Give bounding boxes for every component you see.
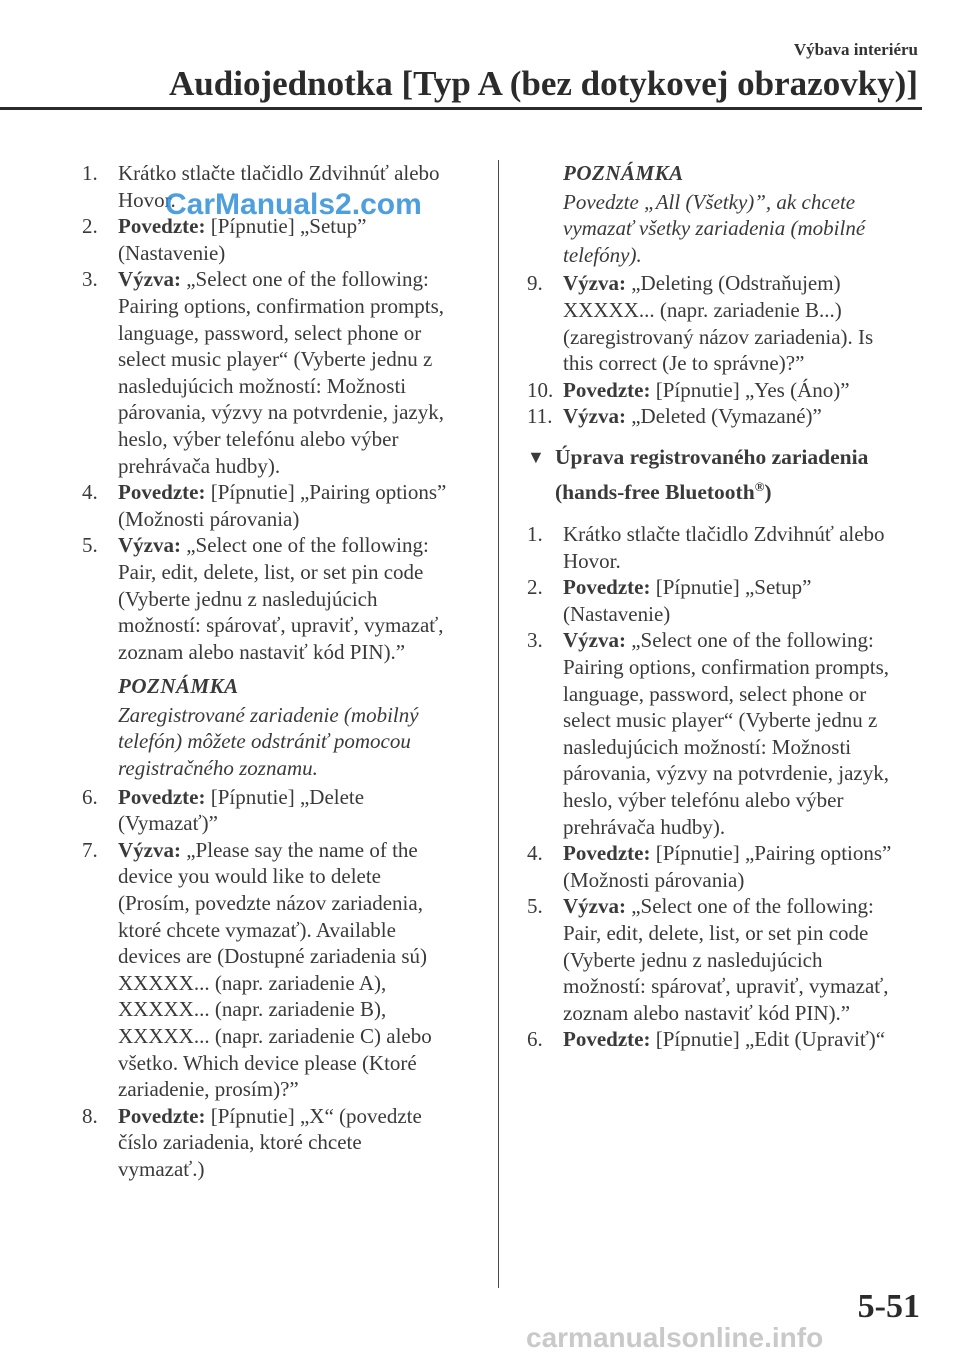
step-text: this correct (Je to správne)?”: [563, 351, 805, 376]
step-label: Výzva:: [563, 628, 626, 653]
step-line: [118, 837, 472, 864]
step-text: „Deleted (Vymazané)”: [625, 404, 822, 429]
step-text: „Deleting (Odstraňujem): [625, 271, 841, 296]
step-line: [118, 1076, 472, 1103]
step-text: prehrávača hudby).: [563, 814, 726, 839]
step-line: [563, 734, 922, 761]
right-note-body: [563, 189, 922, 269]
step-line: [563, 920, 922, 947]
step-label: Povedzte:: [563, 1027, 651, 1052]
step-label: Výzva:: [118, 837, 181, 862]
note-line: registračného zoznamu.: [118, 756, 318, 781]
step-text: Pair, edit, delete, list, or set pin code: [118, 559, 424, 584]
page-title: Audiojednotka [Typ A (bez dotykovej obrazovky)]: [169, 64, 918, 103]
step-line: [118, 1050, 472, 1077]
step-text: zariadenie, prosím)?”: [118, 1077, 299, 1102]
step-line: [118, 506, 472, 533]
step-line: [118, 346, 472, 373]
step-line: [118, 810, 472, 837]
step-item: [82, 837, 472, 1103]
watermark-logo: CarManuals2.com: [165, 188, 422, 221]
step-text: „Please say the name of the: [180, 837, 418, 862]
left-note: [82, 673, 472, 781]
step-text: prehrávača hudby).: [118, 453, 281, 478]
watermark-footer: carmanualsonline.info: [526, 1322, 824, 1353]
step-text: [Pípnutie] „Pairing options”: [650, 841, 892, 866]
note-line: telefón) môžete odstrániť pomocou: [118, 729, 411, 754]
step-line: [118, 320, 472, 347]
step-number: 1.: [527, 522, 543, 547]
registered-mark: ®: [754, 478, 765, 494]
step-item: [527, 840, 922, 893]
step-text: Pairing options, confirmation prompts,: [563, 655, 890, 680]
step-text: vymazať.): [118, 1156, 205, 1181]
step-line: [118, 890, 472, 917]
step-line: [563, 1000, 922, 1027]
step-text: „Select one of the following:: [180, 267, 429, 292]
page-number: 5-51: [857, 1288, 920, 1325]
step-line: [118, 559, 472, 586]
right-steps: [527, 270, 922, 430]
step-text: [Pípnutie] „Pairing options”: [205, 480, 447, 505]
step-text: [Pípnutie] „Setup”: [205, 214, 367, 239]
step-text: párovania, výzvy na potvrdenie, jazyk,: [563, 761, 889, 786]
step-text: Hovor.: [118, 187, 176, 212]
step-line: [118, 784, 472, 811]
step-label: Výzva:: [563, 894, 626, 919]
step-line: [118, 373, 472, 400]
step-number: 7.: [82, 837, 98, 862]
step-line: [118, 943, 472, 970]
step-line: [118, 1156, 472, 1183]
step-line: [563, 867, 922, 894]
step-number: 3.: [527, 628, 543, 653]
step-line: [118, 1129, 472, 1156]
step-line: [118, 426, 472, 453]
step-text: devices are (Dostupné zariadenia sú): [118, 944, 428, 969]
step-item: [82, 1103, 472, 1183]
step-text: (Nastavenie): [563, 601, 671, 626]
step-number: 2.: [527, 575, 543, 600]
step-text: [Pípnutie] „Edit (Upraviť)“: [650, 1027, 886, 1052]
step-text: „Select one of the following:: [625, 628, 874, 653]
step-text: Hovor.: [563, 548, 621, 573]
step-text: language, password, select phone or: [563, 681, 867, 706]
step-line: [118, 1023, 472, 1050]
step-text: „Select one of the following:: [625, 894, 874, 919]
step-line: [563, 548, 922, 575]
step-line: [563, 601, 922, 628]
step-text: (Vyberte jednu z nasledujúcich: [118, 586, 378, 611]
step-line: [563, 350, 922, 377]
step-text: nasledujúcich možností: Možnosti: [118, 373, 407, 398]
step-line: [118, 612, 472, 639]
right-note: [527, 160, 922, 268]
step-number: 5.: [82, 533, 98, 558]
step-line: [118, 532, 472, 559]
step-text: všetko. Which device please (Ktoré: [118, 1050, 417, 1075]
note-line: vymazať všetky zariadenia (mobilné: [563, 216, 866, 241]
step-text: XXXXX... (napr. zariadenie B...): [563, 297, 842, 322]
section-heading-text: (hands-free Bluetooth: [555, 480, 755, 505]
step-text: [Pípnutie] „Yes (Áno)”: [650, 377, 850, 402]
step-line: [563, 521, 922, 548]
step-item: [527, 403, 922, 430]
step-text: [Pípnutie] „X“ (povedzte: [205, 1103, 422, 1128]
step-item: [82, 479, 472, 532]
step-line: [563, 297, 922, 324]
step-item: [527, 521, 922, 574]
step-text: device you would like to delete: [118, 864, 382, 889]
step-text: Pair, edit, delete, list, or set pin code: [563, 921, 869, 945]
step-text: heslo, výber telefónu alebo výber: [118, 426, 399, 451]
step-line: [118, 453, 472, 480]
step-line: [118, 917, 472, 944]
step-number: 8.: [82, 1103, 98, 1128]
step-text: (Možnosti párovania): [118, 506, 300, 531]
step-text: nasledujúcich možností: Možnosti: [563, 734, 852, 759]
step-text: „Select one of the following:: [180, 533, 429, 558]
step-text: (Možnosti párovania): [563, 867, 745, 892]
step-item: [527, 1026, 922, 1053]
step-label: Povedzte:: [563, 841, 651, 866]
step-text: Krátko stlačte tlačidlo Zdvihnúť alebo: [563, 522, 885, 547]
left-column: [82, 160, 472, 1183]
step-text: (Vymazať)”: [118, 811, 218, 836]
step-line: [563, 760, 922, 787]
header-section: Výbava interiéru: [793, 40, 918, 59]
step-item: [527, 270, 922, 376]
triangle-down-icon: ▼: [527, 446, 545, 467]
step-line: [563, 707, 922, 734]
step-line: [118, 293, 472, 320]
step-line: [118, 863, 472, 890]
step-number: 9.: [527, 271, 543, 296]
step-item: [527, 574, 922, 627]
step-label: Povedzte:: [118, 214, 206, 239]
step-number: 4.: [527, 841, 543, 866]
left-steps-continued: [82, 784, 472, 1183]
step-label: Výzva:: [563, 271, 626, 296]
step-number: 2.: [82, 214, 98, 239]
step-label: Povedzte:: [118, 784, 206, 809]
step-number: 6.: [527, 1027, 543, 1052]
step-label: Povedzte:: [118, 480, 206, 505]
header-rule: [0, 107, 922, 110]
step-number: 6.: [82, 784, 98, 809]
step-label: Povedzte:: [563, 377, 651, 402]
right-column: [527, 160, 922, 1053]
step-item: [82, 532, 472, 665]
step-number: 3.: [82, 267, 98, 292]
step-item: [82, 784, 472, 837]
section-heading-close: ): [764, 480, 772, 505]
step-line: [563, 787, 922, 814]
step-line: [563, 654, 922, 681]
step-line: [563, 947, 922, 974]
step-line: [118, 479, 472, 506]
step-line: [118, 266, 472, 293]
step-line: [118, 586, 472, 613]
left-note-body: [118, 702, 472, 782]
step-item: [527, 377, 922, 404]
step-text: párovania, výzvy na potvrdenie, jazyk,: [118, 400, 444, 425]
step-text: XXXXX... (napr. zariadenie C) alebo: [118, 1024, 432, 1048]
step-line: [563, 324, 922, 351]
step-text: Pairing options, confirmation prompts,: [118, 293, 445, 318]
note-line: telefóny).: [563, 242, 642, 267]
step-text: language, password, select phone or: [118, 320, 422, 345]
step-label: Povedzte:: [563, 575, 651, 600]
step-line: [563, 1026, 922, 1053]
step-text: (Vyberte jednu z nasledujúcich: [563, 947, 823, 972]
step-number: 10.: [527, 377, 554, 402]
right-steps-continued: [527, 521, 922, 1053]
step-text: XXXXX... (napr. zariadenie B),: [118, 997, 387, 1022]
section-heading: [527, 442, 922, 507]
step-line: [118, 1103, 472, 1130]
step-line: [118, 639, 472, 666]
step-text: zoznam alebo nastaviť kód PIN).”: [118, 639, 406, 664]
step-label: Výzva:: [118, 267, 181, 292]
step-item: [527, 627, 922, 840]
step-text: číslo zariadenia, ktoré chcete: [118, 1130, 362, 1155]
column-divider: [498, 160, 499, 1288]
step-text: ktoré chcete vymazať). Available: [118, 917, 396, 942]
step-label: Výzva:: [563, 404, 626, 429]
step-line: [563, 973, 922, 1000]
step-text: (Prosím, povedzte názov zariadenia,: [118, 891, 423, 916]
step-text: select music player“ (Vyberte jednu z: [563, 708, 878, 733]
step-text: heslo, výber telefónu alebo výber: [563, 788, 844, 813]
step-text: možností: spárovať, upraviť, vymazať,: [118, 613, 444, 638]
step-line: [563, 574, 922, 601]
step-line: [563, 377, 922, 404]
step-item: [527, 893, 922, 1026]
step-text: (zaregistrovaný názov zariadenia). Is: [563, 324, 874, 349]
section-heading-line2: [555, 472, 922, 507]
step-line: [118, 970, 472, 997]
step-text: zoznam alebo nastaviť kód PIN).”: [563, 1000, 851, 1025]
step-line: [563, 814, 922, 841]
step-line: [118, 996, 472, 1023]
left-steps: [82, 160, 472, 665]
step-text: [Pípnutie] „Delete: [205, 784, 365, 809]
note-line: Povedzte „All (Všetky)”, ak chcete: [563, 189, 856, 214]
step-text: select music player“ (Vyberte jednu z: [118, 347, 433, 372]
step-number: 11.: [527, 404, 553, 429]
step-line: [563, 840, 922, 867]
step-text: možností: spárovať, upraviť, vymazať,: [563, 974, 889, 999]
step-line: [118, 399, 472, 426]
step-label: Výzva:: [118, 533, 181, 558]
step-line: [118, 240, 472, 267]
step-text: Krátko stlačte tlačidlo Zdvihnúť alebo: [118, 161, 440, 185]
note-line: Zaregistrované zariadenie (mobilný: [118, 702, 419, 727]
step-line: [563, 403, 922, 430]
step-text: XXXXX... (napr. zariadenie A),: [118, 970, 387, 995]
step-line: [563, 893, 922, 920]
right-note-title: POZNÁMKA: [563, 161, 684, 185]
step-number: 1.: [82, 161, 98, 185]
left-note-title: POZNÁMKA: [118, 674, 239, 699]
step-line: [563, 627, 922, 654]
step-label: Povedzte:: [118, 1103, 206, 1128]
step-number: 4.: [82, 480, 98, 505]
section-heading-line1: Úprava registrovaného zariadenia: [555, 444, 869, 469]
step-text: (Nastavenie): [118, 240, 226, 265]
step-line: [118, 160, 472, 187]
step-text: [Pípnutie] „Setup”: [650, 575, 812, 600]
step-item: [82, 266, 472, 479]
step-line: [563, 270, 922, 297]
step-number: 5.: [527, 894, 543, 919]
step-line: [563, 681, 922, 708]
